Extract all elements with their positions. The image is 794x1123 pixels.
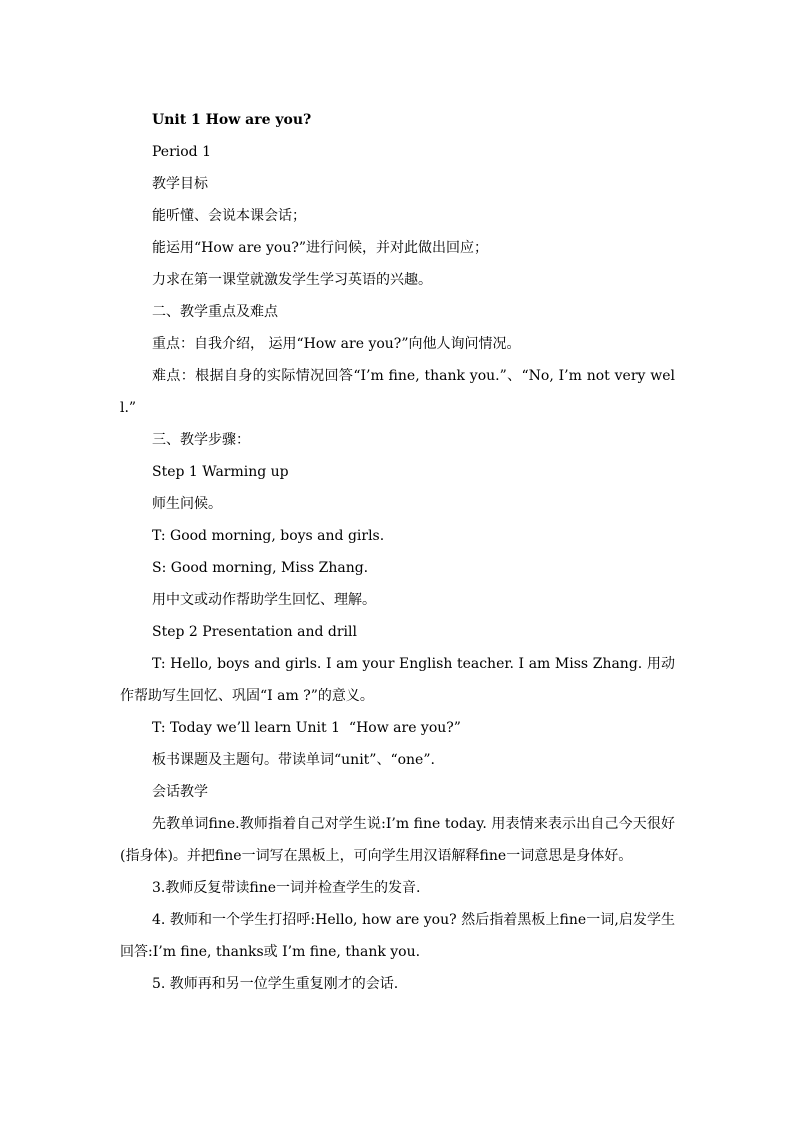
section-heading-steps: 三、教学步骤： [152, 432, 250, 448]
section-heading-objectives: 教学目标 [152, 176, 208, 192]
dialogue-line: T: Good morning, boys and girls. [152, 528, 385, 544]
dialogue-line: S: Good morning, Miss Zhang. [152, 560, 369, 576]
document-title: Unit 1 How are you? [152, 112, 312, 128]
key-point-item: 重点：自我介绍， 运用“How are you?”向他人询问情况。 [152, 336, 521, 352]
objective-item: 力求在第一课堂就激发学生学习英语的兴趣。 [152, 272, 432, 288]
section-heading-key-points: 二、教学重点及难点 [152, 304, 278, 320]
fine-paragraph: 先教单词fine.教师指着自己对学生说:I’m fine today. 用表情来表示出自己今天很好(指身体)。并把fine一词写在黑板上，可向学生用汉语解释fine一词意思是身体好。 [120, 816, 675, 864]
document-body [120, 104, 675, 1000]
dialogue-line: T: Today we’ll learn Unit 1 “How are you?” [152, 720, 461, 736]
step-item: 3.教师反复带读fine一词并检查学生的发音. [152, 880, 421, 896]
difficulty-paragraph: 难点：根据自身的实际情况回答“I’m fine, thank you.”、“No, I’m not very well.” [120, 368, 675, 416]
step-text: 会话教学 [152, 784, 208, 800]
step-item: 5. 教师再和另一位学生重复刚才的会话. [152, 976, 399, 992]
step-text: 师生问候。 [152, 496, 222, 512]
objective-item: 能听懂、会说本课会话； [152, 208, 306, 224]
step-heading: Step 2 Presentation and drill [152, 624, 357, 640]
presentation-paragraph: T: Hello, boys and girls. I am your English teacher. I am Miss Zhang. 用动作帮助写生回忆、巩固“I am ?”的意义。 [120, 656, 675, 704]
step-item-paragraph: 4. 教师和一个学生打招呼:Hello, how are you? 然后指着黑板上fine一词,启发学生回答:I’m fine, thanks或 I’m fine, thank you. [120, 912, 675, 960]
step-text: 板书课题及主题句。带读单词“unit”、“one”. [152, 752, 435, 768]
period-line: Period 1 [152, 144, 211, 160]
step-text: 用中文或动作帮助学生回忆、理解。 [152, 592, 376, 608]
objective-item: 能运用“How are you?”进行问候，并对此做出回应； [152, 240, 489, 256]
step-heading: Step 1 Warming up [152, 464, 289, 480]
